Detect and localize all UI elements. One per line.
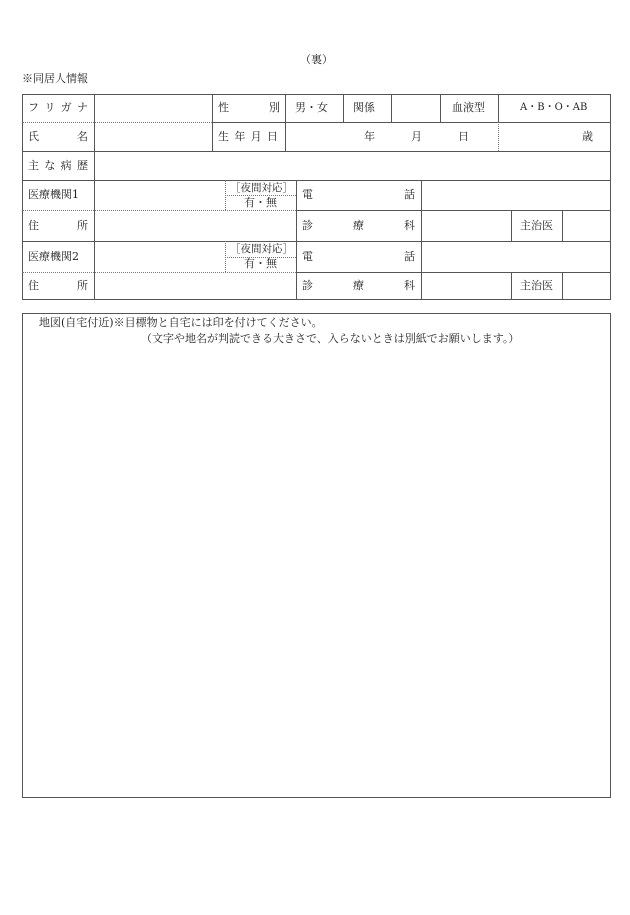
phone-field-1[interactable] — [422, 181, 610, 209]
label-address: 住 所 — [28, 279, 88, 292]
medical-history-field[interactable] — [95, 152, 610, 179]
label-doctor: 主治医 — [520, 279, 553, 292]
section-title: ※同居人情報 — [22, 72, 88, 85]
label-name: 氏 名 — [28, 130, 88, 143]
label-relation: 関係 — [353, 101, 375, 114]
birth-month-label: 月 — [411, 130, 422, 143]
blood-type-options[interactable]: A・B・O・AB — [520, 102, 588, 113]
night-service-label: ［夜間対応］ — [230, 182, 293, 194]
label-phone: 電 話 — [302, 250, 415, 263]
label-medical-history: 主 な 病 歴 — [28, 159, 88, 172]
furigana-field[interactable] — [95, 95, 211, 121]
label-department: 診 療 科 — [302, 219, 415, 232]
label-blood-type: 血液型 — [452, 101, 485, 114]
label-address: 住 所 — [28, 219, 88, 232]
name-field[interactable] — [95, 123, 211, 150]
night-service-options[interactable]: 有・無 — [244, 196, 277, 209]
age-label: 歳 — [582, 130, 593, 143]
map-instruction: 地図(自宅付近)※目標物と自宅には印を付けてください。 — [39, 316, 323, 329]
map-box[interactable] — [22, 313, 611, 798]
birth-year-label: 年 — [364, 130, 375, 143]
label-doctor: 主治医 — [520, 219, 553, 232]
birth-day-label: 日 — [458, 130, 469, 143]
label-birthdate: 生 年 月 日 — [218, 130, 278, 143]
night-service-options[interactable]: 有・無 — [244, 257, 277, 270]
label-institution-1: 医療機関1 — [28, 188, 79, 201]
page-side-label: （裏） — [300, 53, 333, 66]
label-institution-2: 医療機関2 — [28, 250, 79, 263]
label-sex: 性 別 — [218, 101, 280, 114]
label-department: 診 療 科 — [302, 279, 415, 292]
map-note: （文字や地名が判読できる大きさで、入らないときは別紙でお願いします。） — [141, 332, 520, 345]
night-service-label: ［夜間対応］ — [230, 243, 293, 255]
label-furigana: フ リ ガ ナ — [28, 101, 88, 114]
relation-field[interactable] — [392, 95, 439, 121]
sex-options[interactable]: 男・女 — [295, 101, 328, 114]
label-phone: 電 話 — [302, 188, 415, 201]
